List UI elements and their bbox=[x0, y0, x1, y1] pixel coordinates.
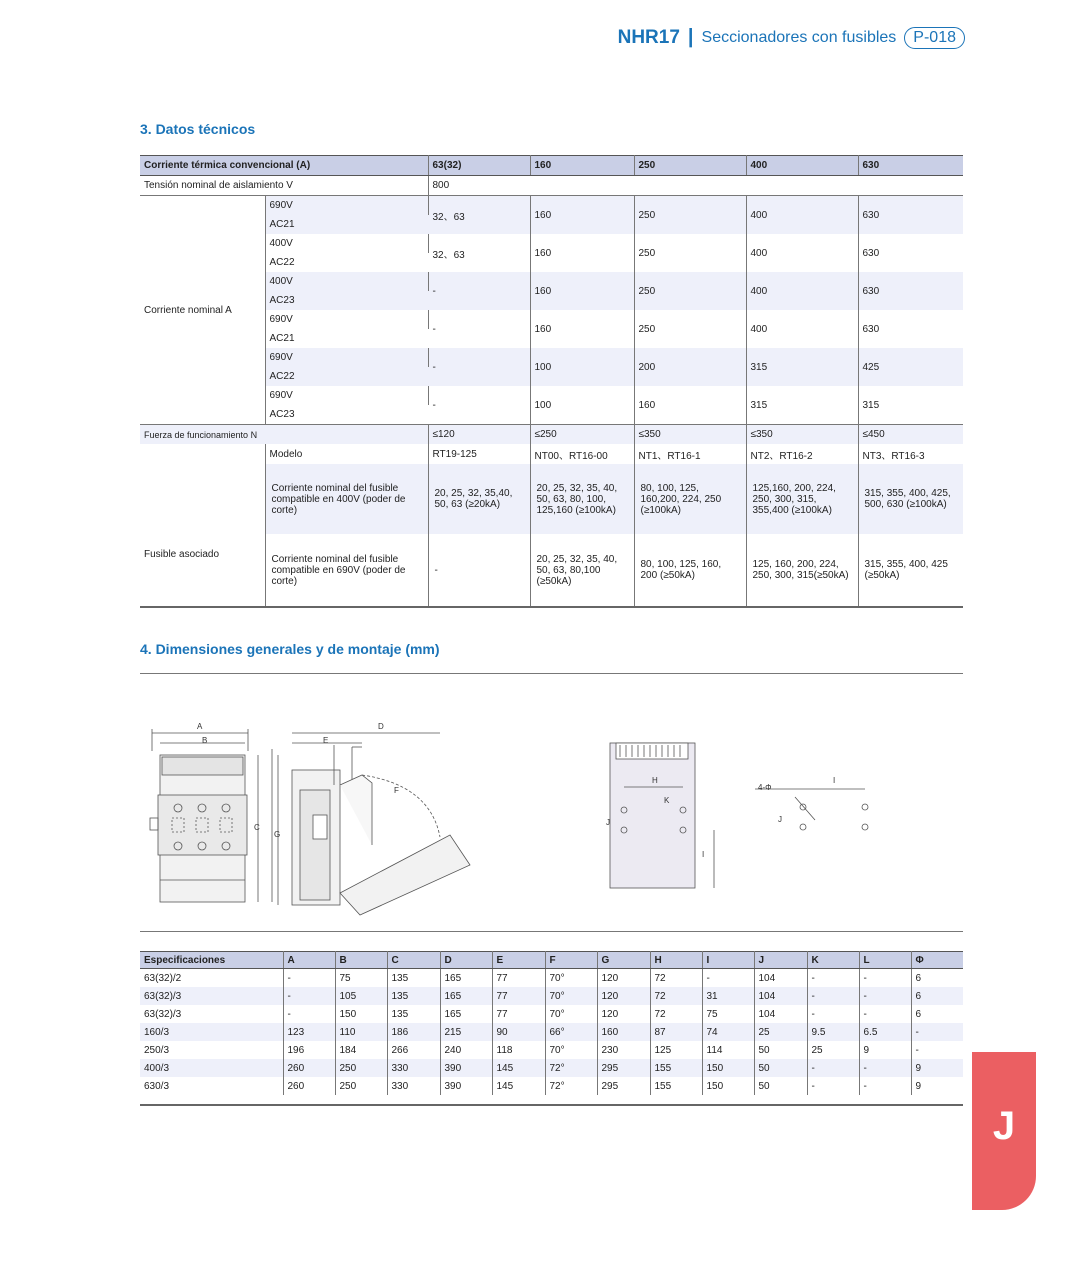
table-cell: 160 bbox=[530, 310, 634, 348]
table-cell: Corriente nominal A bbox=[140, 196, 265, 425]
table-cell: 150 bbox=[702, 1059, 754, 1077]
table-cell: - bbox=[807, 987, 859, 1005]
header-cell: G bbox=[597, 952, 650, 969]
table-cell: 104 bbox=[754, 1005, 807, 1023]
hole-dim-i: I bbox=[833, 776, 836, 785]
header-cell: B bbox=[335, 952, 387, 969]
dims-row bbox=[140, 1059, 963, 1077]
dims-row bbox=[140, 1005, 963, 1023]
table-cell: 135 bbox=[387, 987, 440, 1005]
dim-label-d: D bbox=[378, 722, 384, 731]
table-cell: 120 bbox=[597, 987, 650, 1005]
product-name: NHR17 bbox=[617, 26, 680, 48]
table-cell: 160/3 bbox=[140, 1023, 283, 1041]
header-cell: 250 bbox=[634, 156, 746, 176]
table-cell: 125, 160, 200, 224, 250, 300, 315(≥50kA) bbox=[746, 534, 858, 606]
table-cell: 63(32)/3 bbox=[140, 987, 283, 1005]
hole-pattern-drawing bbox=[755, 789, 868, 830]
table-cell: 400 bbox=[746, 234, 858, 272]
table-cell: 87 bbox=[650, 1023, 702, 1041]
table-cell: 50 bbox=[754, 1059, 807, 1077]
table-cell: 390 bbox=[440, 1077, 492, 1095]
table-cell: 200 bbox=[634, 348, 746, 386]
table-cell: - bbox=[807, 1005, 859, 1023]
table-cell: 9 bbox=[915, 1080, 922, 1092]
table-cell: 400 bbox=[746, 310, 858, 348]
table-cell: 215 bbox=[440, 1023, 492, 1041]
table-cell: 6 bbox=[915, 972, 922, 984]
table-cell: 70° bbox=[545, 987, 597, 1005]
table-cell: 20, 25, 32, 35, 40, 50, 63, 80, 100, 125,160 (≥100kA) bbox=[530, 464, 634, 534]
table-cell: NT3、RT16-3 bbox=[862, 450, 925, 462]
table-cell: 32、63 bbox=[428, 234, 530, 272]
section-4-title: 4. Dimensiones generales y de montaje (mm) bbox=[140, 641, 440, 657]
dims-row bbox=[140, 1041, 963, 1059]
dim-label-a: A bbox=[197, 722, 203, 731]
table-cell: AC21 bbox=[265, 215, 428, 234]
table-cell: 400 bbox=[746, 272, 858, 310]
table-cell: ≤120 bbox=[428, 425, 530, 445]
table-cell: 25 bbox=[807, 1041, 859, 1059]
header-cell: K bbox=[807, 952, 859, 969]
table-cell: 105 bbox=[335, 987, 387, 1005]
section-4-rule bbox=[140, 673, 963, 674]
page-header bbox=[618, 26, 965, 49]
mounting-plate-drawing bbox=[610, 743, 714, 888]
header-cell: 630 bbox=[858, 156, 963, 176]
table-cell: - bbox=[428, 534, 530, 606]
header-cell: L bbox=[859, 952, 911, 969]
table-cell: - bbox=[428, 386, 530, 425]
table-cell: - bbox=[428, 348, 530, 386]
table-cell: 155 bbox=[650, 1077, 702, 1095]
dimensions-table bbox=[140, 951, 963, 1095]
table-cell: 260 bbox=[283, 1059, 335, 1077]
table-cell: 250 bbox=[335, 1077, 387, 1095]
table-cell: 690V bbox=[265, 310, 428, 329]
table-cell: 250 bbox=[634, 234, 746, 272]
table-cell: 80, 100, 125, 160, 200 (≥50kA) bbox=[634, 534, 746, 606]
table-cell: 6.5 bbox=[859, 1023, 911, 1041]
model-row bbox=[140, 444, 963, 464]
table-cell: - bbox=[915, 1044, 919, 1056]
table-cell: 90 bbox=[492, 1023, 545, 1041]
table-cell: Modelo bbox=[265, 444, 428, 464]
table-cell: - bbox=[283, 969, 335, 988]
table-cell: 425 bbox=[858, 348, 963, 386]
dims-top-rule bbox=[140, 931, 963, 932]
header-cell: C bbox=[387, 952, 440, 969]
table-cell: - bbox=[859, 1059, 911, 1077]
table-cell: 118 bbox=[492, 1041, 545, 1059]
table-cell: - bbox=[428, 310, 530, 348]
dim-label-g: G bbox=[274, 830, 281, 839]
table-cell: 9.5 bbox=[807, 1023, 859, 1041]
dims-bottom-rule bbox=[140, 1104, 963, 1106]
dims-row bbox=[140, 1077, 963, 1095]
table-cell: 330 bbox=[387, 1059, 440, 1077]
table-cell: ≤250 bbox=[530, 425, 634, 445]
table-cell: 100 bbox=[530, 386, 634, 425]
table-cell: - bbox=[859, 987, 911, 1005]
table-cell: 160 bbox=[530, 196, 634, 235]
table-cell: 70° bbox=[545, 1041, 597, 1059]
table-cell: 295 bbox=[597, 1077, 650, 1095]
table-cell: ≤450 bbox=[858, 425, 963, 445]
header-cell: H bbox=[650, 952, 702, 969]
table-cell: ≤350 bbox=[746, 425, 858, 445]
table-cell: 80, 100, 125, 160,200, 224, 250 (≥100kA) bbox=[634, 464, 746, 534]
table-cell: 630 bbox=[858, 196, 963, 235]
header-cell: 63(32) bbox=[428, 156, 530, 176]
table-cell: 114 bbox=[702, 1041, 754, 1059]
table-cell: AC21 bbox=[269, 333, 295, 344]
table-cell: 160 bbox=[597, 1023, 650, 1041]
header-separator: | bbox=[687, 26, 694, 48]
table-cell: 100 bbox=[530, 348, 634, 386]
table-cell: 135 bbox=[387, 1005, 440, 1023]
table-cell: 75 bbox=[702, 1005, 754, 1023]
table-cell: 123 bbox=[283, 1023, 335, 1041]
tech-data-table bbox=[140, 155, 963, 606]
table-cell: 315 bbox=[746, 386, 858, 425]
section-3-title: 3. Datos técnicos bbox=[140, 121, 256, 137]
table-cell: 104 bbox=[754, 987, 807, 1005]
table-cell: 75 bbox=[335, 969, 387, 988]
header-cell: Φ bbox=[911, 952, 963, 969]
table-cell: 630 bbox=[858, 272, 963, 310]
table-cell: 31 bbox=[702, 987, 754, 1005]
table-cell: 800 bbox=[428, 176, 963, 196]
table-cell: 70° bbox=[545, 1005, 597, 1023]
table-cell: 266 bbox=[387, 1041, 440, 1059]
table-cell: 295 bbox=[597, 1059, 650, 1077]
table-cell: 63(32)/2 bbox=[140, 969, 283, 988]
dim-label-b: B bbox=[202, 736, 208, 745]
table-cell: 9 bbox=[859, 1041, 911, 1059]
table-cell: RT19-125 bbox=[428, 444, 530, 464]
table-cell: 160 bbox=[530, 234, 634, 272]
dims-row bbox=[140, 1023, 963, 1041]
table-cell: 400V bbox=[265, 234, 428, 253]
table-cell: - bbox=[807, 1077, 859, 1095]
table-cell: 165 bbox=[440, 969, 492, 988]
table-cell: 160 bbox=[530, 272, 634, 310]
table-cell: 110 bbox=[335, 1023, 387, 1041]
dim-label-e: E bbox=[323, 736, 329, 745]
dims-row bbox=[140, 987, 963, 1005]
table-cell: 74 bbox=[702, 1023, 754, 1041]
table-cell: 20, 25, 32, 35,40, 50, 63 (≥20kA) bbox=[428, 464, 530, 534]
table-cell: Fusible asociado bbox=[140, 444, 265, 606]
table-cell: 125,160, 200, 224, 250, 300, 315, 355,400 (≥100kA) bbox=[746, 464, 858, 534]
header-cell: I bbox=[702, 952, 754, 969]
table-cell: - bbox=[283, 1005, 335, 1023]
table-cell: Corriente nominal del fusible compatible en 400V (poder de corte) bbox=[265, 464, 428, 534]
table-cell: 63(32)/3 bbox=[140, 1005, 283, 1023]
table-cell: 66° bbox=[545, 1023, 597, 1041]
table-cell: 630 bbox=[862, 247, 880, 259]
side-view-drawing bbox=[278, 733, 470, 915]
header-cell: J bbox=[754, 952, 807, 969]
table-cell: 630 bbox=[862, 323, 880, 335]
header-cell: 400 bbox=[746, 156, 858, 176]
table-cell: AC22 bbox=[269, 257, 295, 268]
table-cell: 165 bbox=[440, 987, 492, 1005]
table-cell: Corriente nominal del fusible compatible en 690V (poder de corte) bbox=[265, 534, 428, 606]
table-cell: 186 bbox=[387, 1023, 440, 1041]
header-cell: F bbox=[545, 952, 597, 969]
table-cell: 400V bbox=[265, 272, 428, 291]
table-cell: 150 bbox=[335, 1005, 387, 1023]
table-cell: 104 bbox=[754, 969, 807, 988]
dim-label-c: C bbox=[254, 823, 260, 832]
section-tab-letter: J bbox=[992, 1104, 1016, 1148]
table-cell: 315, 355, 400, 425, 500, 630 (≥100kA) bbox=[858, 464, 963, 534]
table-cell: 125 bbox=[650, 1041, 702, 1059]
table-cell: Tensión nominal de aislamiento V bbox=[140, 176, 428, 196]
table-cell: - bbox=[283, 987, 335, 1005]
header-cell: D bbox=[440, 952, 492, 969]
current-row bbox=[140, 196, 963, 216]
table-cell: 145 bbox=[492, 1059, 545, 1077]
table-cell: 150 bbox=[702, 1077, 754, 1095]
dim-label-i: I bbox=[702, 850, 705, 859]
dim-label-f: F bbox=[394, 786, 399, 795]
table-cell: 160 bbox=[634, 386, 746, 425]
table-cell: 120 bbox=[597, 1005, 650, 1023]
hole-label: 4-Φ bbox=[758, 783, 772, 792]
table-cell: 72 bbox=[650, 969, 702, 988]
table-cell: - bbox=[807, 969, 859, 988]
table-cell: 165 bbox=[440, 1005, 492, 1023]
table-cell: - bbox=[428, 272, 530, 310]
table-cell: 6 bbox=[915, 1008, 922, 1020]
table-cell: 690V bbox=[265, 196, 428, 216]
table-cell: 120 bbox=[597, 969, 650, 988]
table-cell: 315 bbox=[746, 348, 858, 386]
table-cell: 6 bbox=[911, 987, 963, 1005]
dimension-drawings bbox=[140, 715, 970, 930]
dim-label-h: H bbox=[652, 776, 658, 785]
table-cell: 250 bbox=[634, 272, 746, 310]
table-cell: - bbox=[859, 1005, 911, 1023]
header-cell: Especificaciones bbox=[140, 952, 283, 969]
table-cell: 72 bbox=[650, 987, 702, 1005]
table-cell: 400/3 bbox=[140, 1059, 283, 1077]
dims-header-row bbox=[140, 952, 963, 969]
header-cell: E bbox=[492, 952, 545, 969]
header-cell: Corriente térmica convencional (A) bbox=[140, 156, 428, 176]
table-cell: 72° bbox=[545, 1059, 597, 1077]
table-cell: 315, 355, 400, 425 (≥50kA) bbox=[864, 559, 948, 581]
table-cell: 72 bbox=[650, 1005, 702, 1023]
table-cell: 184 bbox=[335, 1041, 387, 1059]
table-cell: 50 bbox=[754, 1041, 807, 1059]
table-cell: 250 bbox=[634, 310, 746, 348]
header-title: Seccionadores con fusibles bbox=[701, 28, 897, 46]
table-cell: 260 bbox=[283, 1077, 335, 1095]
front-view-drawing bbox=[150, 729, 272, 902]
table-cell: 155 bbox=[650, 1059, 702, 1077]
hole-dim-j: J bbox=[778, 815, 782, 824]
dim-label-k: K bbox=[664, 796, 670, 805]
table-cell: 250/3 bbox=[140, 1041, 283, 1059]
tech-header-row bbox=[140, 156, 963, 176]
table-cell: NT2、RT16-2 bbox=[746, 444, 858, 464]
table-cell: 25 bbox=[754, 1023, 807, 1041]
table-cell: 630/3 bbox=[140, 1077, 283, 1095]
table-cell: 250 bbox=[335, 1059, 387, 1077]
table-cell: AC23 bbox=[265, 291, 428, 310]
table-cell: - bbox=[702, 969, 754, 988]
table-cell: 690V bbox=[265, 348, 428, 367]
table-cell: 70° bbox=[545, 969, 597, 988]
dim-label-j: J bbox=[606, 818, 610, 827]
table-cell: - bbox=[859, 1077, 911, 1095]
table-cell: 390 bbox=[440, 1059, 492, 1077]
table-cell: 50 bbox=[754, 1077, 807, 1095]
table-cell: AC22 bbox=[265, 367, 428, 386]
table-cell: AC23 bbox=[269, 409, 295, 420]
table-cell: 230 bbox=[597, 1041, 650, 1059]
table-cell: Fuerza de funcionamiento N bbox=[140, 425, 428, 445]
table-cell: 20, 25, 32, 35, 40, 50, 63, 80,100 (≥50kA) bbox=[530, 534, 634, 606]
table-cell: - bbox=[859, 969, 911, 988]
table-cell: 330 bbox=[387, 1077, 440, 1095]
table-cell: NT1、RT16-1 bbox=[634, 444, 746, 464]
table-cell: 135 bbox=[387, 969, 440, 988]
header-cell: 160 bbox=[530, 156, 634, 176]
table-cell: 32、63 bbox=[428, 196, 530, 235]
table-cell: 77 bbox=[492, 987, 545, 1005]
insulation-row bbox=[140, 176, 963, 196]
dims-row bbox=[140, 969, 963, 988]
table-cell: - bbox=[911, 1023, 963, 1041]
table-cell: - bbox=[807, 1059, 859, 1077]
table-cell: ≤350 bbox=[634, 425, 746, 445]
table-cell: 196 bbox=[283, 1041, 335, 1059]
table-cell: 145 bbox=[492, 1077, 545, 1095]
header-cell: A bbox=[283, 952, 335, 969]
table-cell: 690V bbox=[265, 386, 428, 405]
table-cell: NT00、RT16-00 bbox=[530, 444, 634, 464]
table-cell: 9 bbox=[911, 1059, 963, 1077]
table-cell: 77 bbox=[492, 969, 545, 988]
table-cell: 250 bbox=[634, 196, 746, 235]
table-bottom-rule bbox=[140, 606, 963, 608]
table-cell: 315 bbox=[862, 399, 880, 411]
section-tab bbox=[972, 1052, 1036, 1210]
force-row bbox=[140, 425, 963, 445]
table-cell: 72° bbox=[545, 1077, 597, 1095]
table-cell: 400 bbox=[746, 196, 858, 235]
table-cell: 77 bbox=[492, 1005, 545, 1023]
table-cell: 240 bbox=[440, 1041, 492, 1059]
page-code-badge: P-018 bbox=[904, 27, 965, 49]
